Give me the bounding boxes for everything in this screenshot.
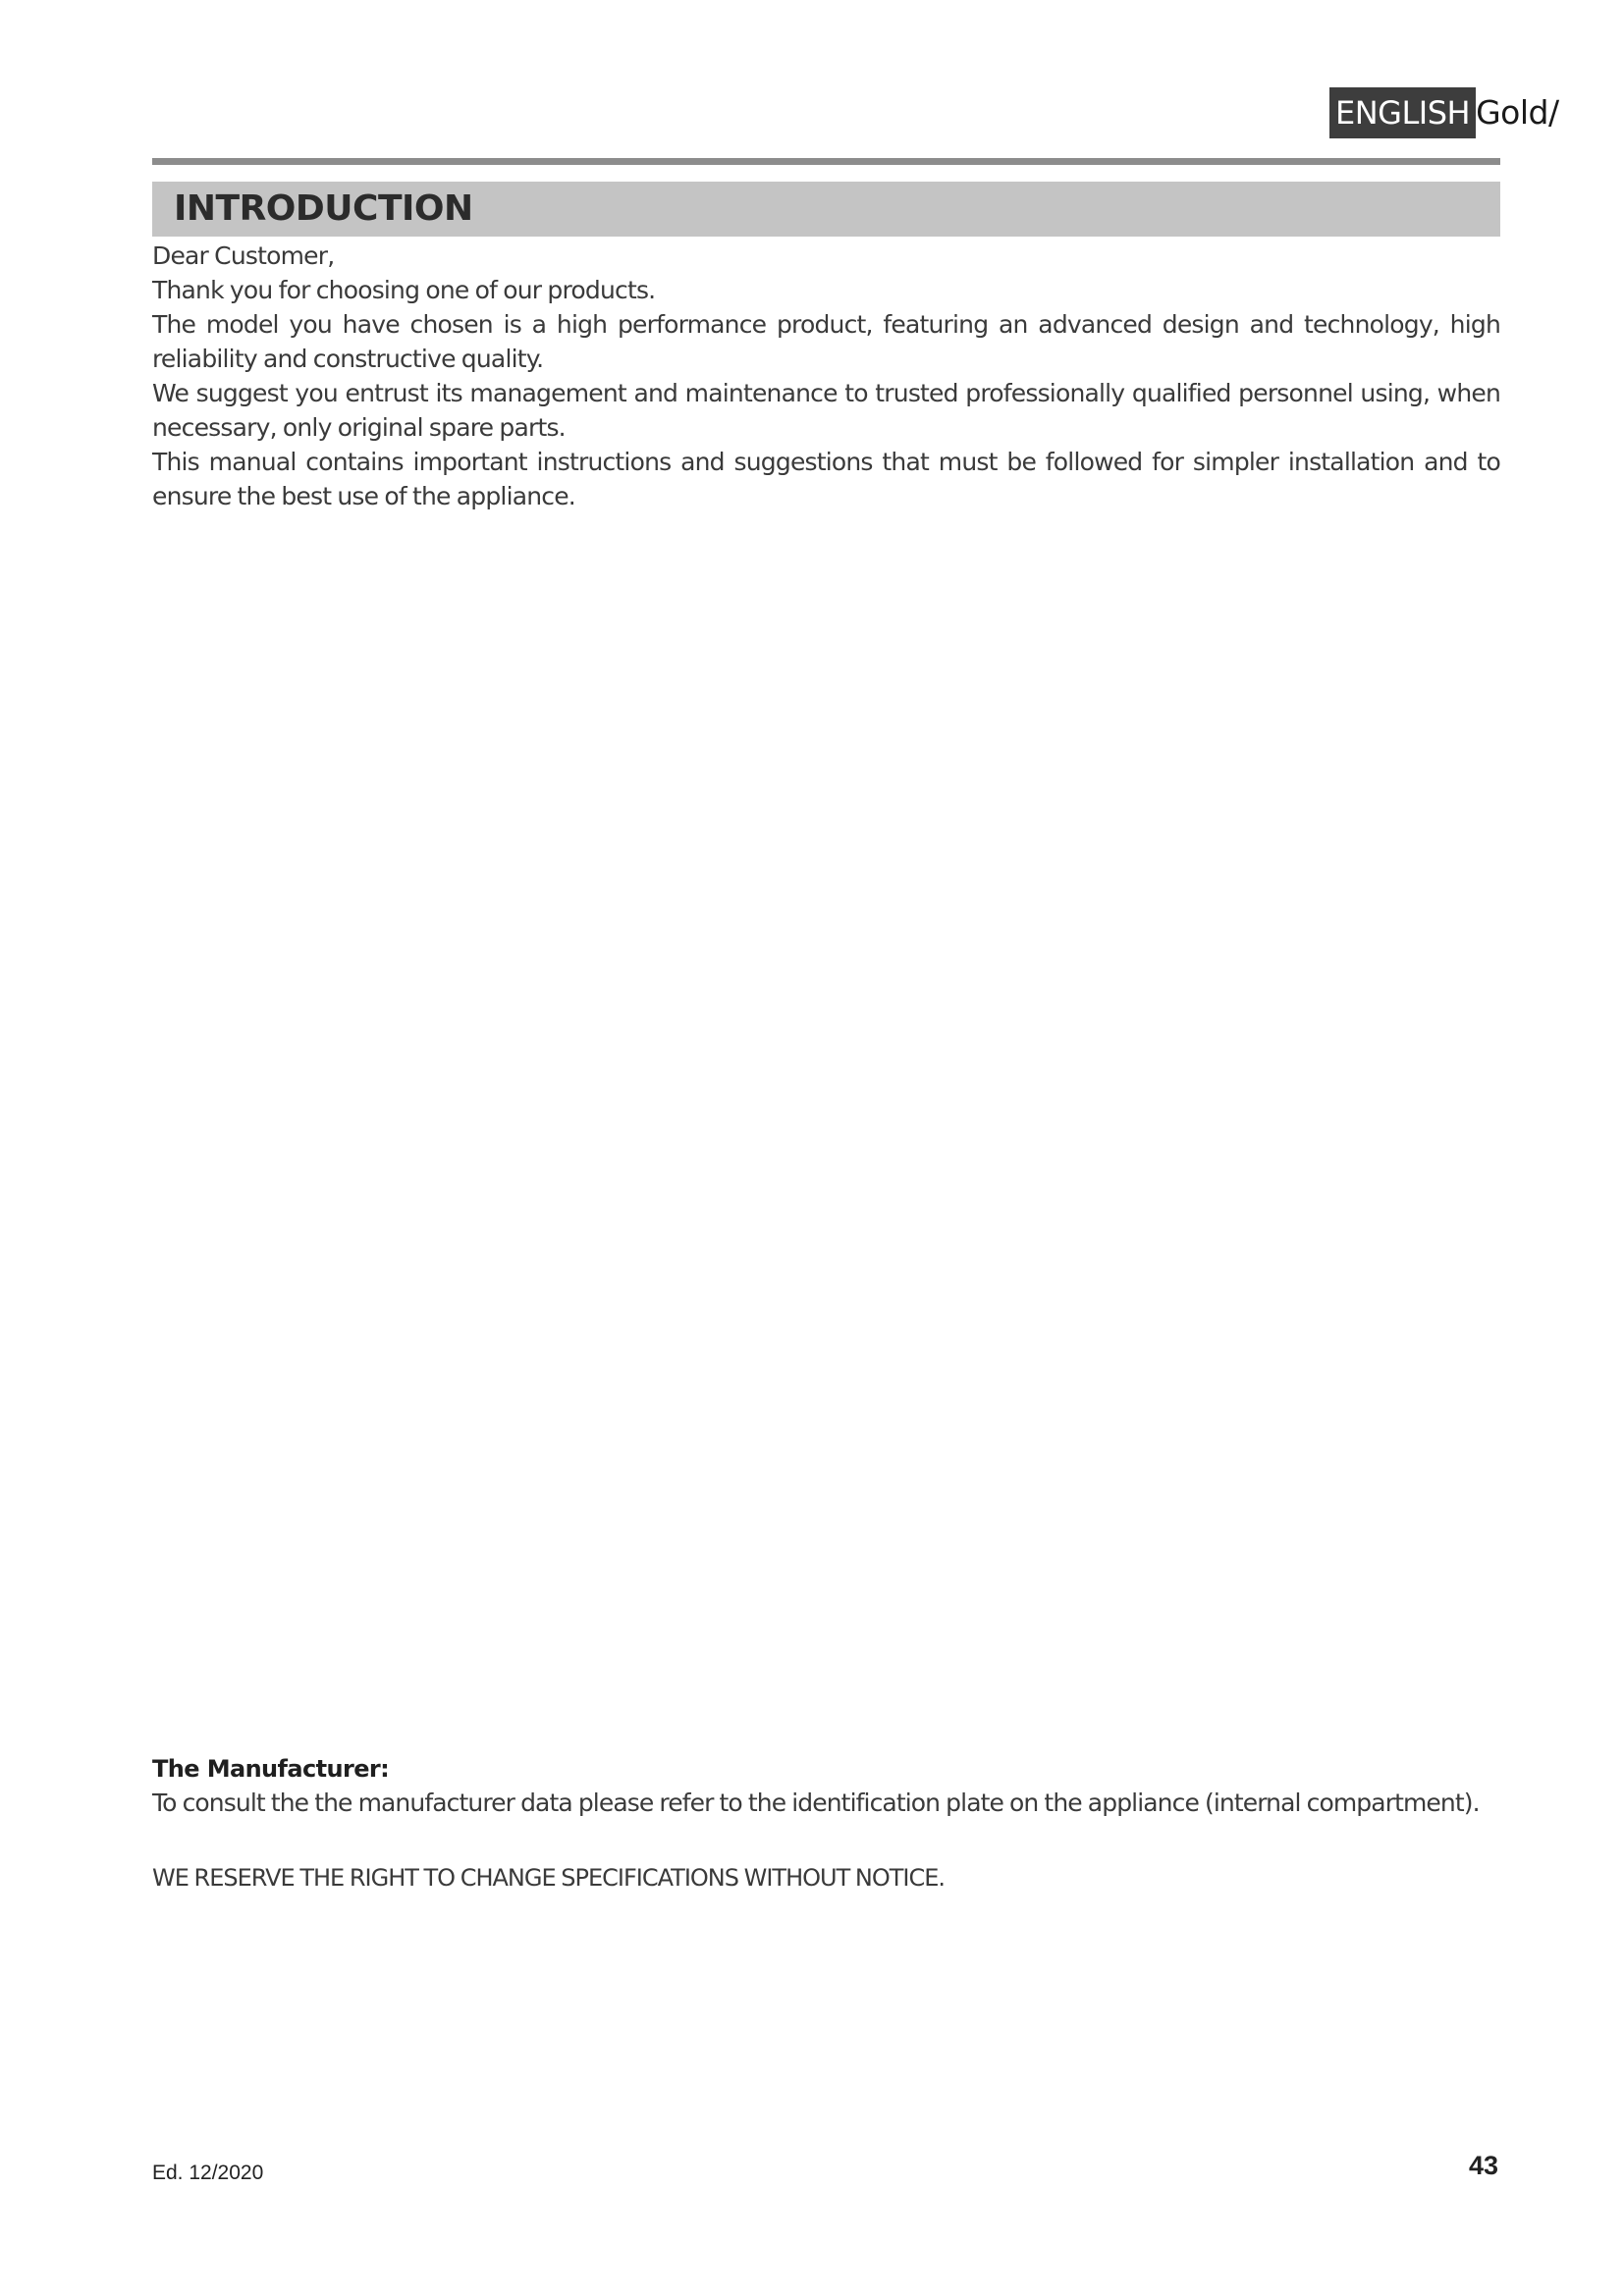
intro-paragraph: The model you have chosen is a high performance product, featuring an advanced design and technology, high reliability and constructive quality. bbox=[152, 310, 1500, 373]
intro-paragraph: We suggest you entrust its management and maintenance to trusted professionally qualified personnel using, when necessary, only original spare parts. bbox=[152, 379, 1500, 442]
header-language-tag bbox=[1329, 87, 1559, 138]
manufacturer-section bbox=[152, 1752, 1507, 1821]
intro-body bbox=[152, 239, 1500, 513]
page-number: 43 bbox=[1469, 2151, 1499, 2180]
specifications-notice: WE RESERVE THE RIGHT TO CHANGE SPECIFICATIONS WITHOUT NOTICE. bbox=[152, 1864, 946, 1892]
section-title: INTRODUCTION bbox=[174, 188, 473, 229]
top-divider bbox=[152, 158, 1500, 165]
intro-paragraph: Dear Customer, bbox=[152, 241, 335, 270]
intro-paragraph: This manual contains important instructions and suggestions that must be followed for simpler installation and to ensure the best use of the appliance. bbox=[152, 448, 1500, 510]
edition-label: Ed. 12/2020 bbox=[152, 2162, 264, 2184]
intro-paragraph: Thank you for choosing one of our products. bbox=[152, 276, 656, 304]
language-label: ENGLISH bbox=[1329, 87, 1476, 138]
manufacturer-heading: The Manufacturer: bbox=[152, 1755, 390, 1783]
section-header-bar bbox=[152, 182, 1500, 237]
model-label: Gold/ bbox=[1476, 93, 1559, 132]
manufacturer-text: To consult the the manufacturer data please refer to the identification plate on the appliance (internal compartment). bbox=[152, 1789, 1480, 1817]
